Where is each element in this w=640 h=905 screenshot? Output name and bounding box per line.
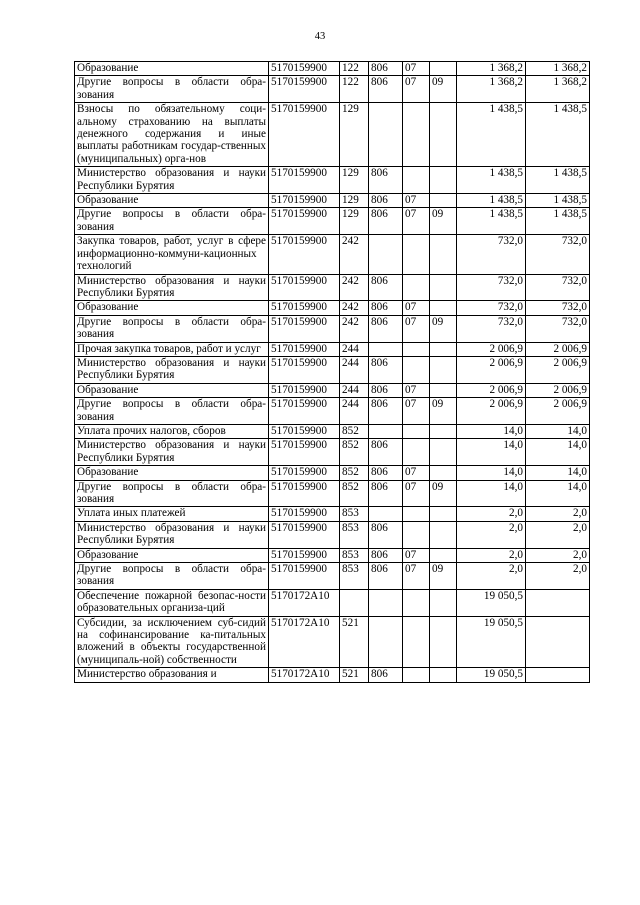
cell-expense-type: 244 — [340, 383, 369, 397]
cell-amount-2: 14,0 — [526, 424, 590, 438]
cell-target-article: 5170159900 — [269, 76, 340, 103]
table-row — [75, 480, 590, 507]
cell-expense-type: 521 — [340, 616, 369, 668]
cell-expense-type: 129 — [340, 208, 369, 235]
cell-amount-2: 2,0 — [526, 548, 590, 562]
cell-expense-type: 242 — [340, 301, 369, 315]
cell-ministry-code: 806 — [369, 315, 403, 342]
cell-name: Образование — [75, 383, 269, 397]
cell-amount-1: 732,0 — [457, 301, 526, 315]
cell-ministry-code — [369, 616, 403, 668]
cell-target-article: 5170159900 — [269, 356, 340, 383]
cell-ministry-code: 806 — [369, 668, 403, 682]
cell-ministry-code: 806 — [369, 274, 403, 301]
cell-amount-1: 19 050,5 — [457, 589, 526, 616]
cell-ministry-code: 806 — [369, 356, 403, 383]
cell-ministry-code: 806 — [369, 301, 403, 315]
cell-subsection — [430, 274, 457, 301]
cell-ministry-code — [369, 103, 403, 167]
cell-name: Закупка товаров, работ, услуг в сфере информационно-коммуни-кационных технологий — [75, 235, 269, 274]
cell-amount-2: 2 006,9 — [526, 383, 590, 397]
table-row — [75, 466, 590, 480]
cell-target-article: 5170159900 — [269, 480, 340, 507]
cell-name: Министерство образования и науки Республики Бурятия — [75, 439, 269, 466]
cell-name: Министерство образования и науки Республики Бурятия — [75, 274, 269, 301]
cell-amount-2: 2 006,9 — [526, 356, 590, 383]
cell-amount-2: 732,0 — [526, 274, 590, 301]
cell-expense-type: 521 — [340, 668, 369, 682]
cell-target-article: 5170159900 — [269, 398, 340, 425]
cell-section — [403, 274, 430, 301]
cell-ministry-code — [369, 507, 403, 521]
cell-amount-2: 732,0 — [526, 315, 590, 342]
cell-target-article: 5170159900 — [269, 466, 340, 480]
cell-target-article: 5170159900 — [269, 342, 340, 356]
table-row — [75, 668, 590, 682]
cell-subsection — [430, 103, 457, 167]
cell-amount-1: 2 006,9 — [457, 398, 526, 425]
cell-section: 07 — [403, 548, 430, 562]
cell-amount-2: 14,0 — [526, 480, 590, 507]
table-row — [75, 616, 590, 668]
cell-ministry-code: 806 — [369, 398, 403, 425]
cell-section: 07 — [403, 76, 430, 103]
cell-name: Образование — [75, 62, 269, 76]
cell-amount-1: 2 006,9 — [457, 342, 526, 356]
cell-ministry-code — [369, 235, 403, 274]
table-row — [75, 301, 590, 315]
cell-amount-1: 14,0 — [457, 480, 526, 507]
cell-amount-1: 14,0 — [457, 424, 526, 438]
cell-section — [403, 589, 430, 616]
table-row — [75, 194, 590, 208]
cell-subsection — [430, 235, 457, 274]
cell-amount-1: 2,0 — [457, 507, 526, 521]
cell-expense-type: 244 — [340, 356, 369, 383]
cell-expense-type: 129 — [340, 103, 369, 167]
cell-section: 07 — [403, 563, 430, 590]
cell-section — [403, 167, 430, 194]
cell-section: 07 — [403, 383, 430, 397]
cell-expense-type: 242 — [340, 315, 369, 342]
cell-amount-1: 2 006,9 — [457, 356, 526, 383]
table-row — [75, 274, 590, 301]
table-row — [75, 356, 590, 383]
cell-amount-1: 732,0 — [457, 315, 526, 342]
table-row — [75, 424, 590, 438]
cell-ministry-code: 806 — [369, 563, 403, 590]
table-row — [75, 398, 590, 425]
cell-section — [403, 521, 430, 548]
cell-section — [403, 235, 430, 274]
cell-name: Министерство образования и науки Республики Бурятия — [75, 521, 269, 548]
cell-expense-type: 129 — [340, 167, 369, 194]
table-row — [75, 235, 590, 274]
cell-expense-type: 852 — [340, 424, 369, 438]
table-row — [75, 439, 590, 466]
cell-amount-2: 2 006,9 — [526, 342, 590, 356]
cell-section: 07 — [403, 194, 430, 208]
cell-ministry-code: 806 — [369, 439, 403, 466]
cell-amount-2: 2 006,9 — [526, 398, 590, 425]
cell-expense-type: 122 — [340, 76, 369, 103]
cell-expense-type: 853 — [340, 563, 369, 590]
cell-expense-type: 129 — [340, 194, 369, 208]
cell-name: Министерство образования и науки Республики Бурятия — [75, 356, 269, 383]
cell-name: Уплата иных платежей — [75, 507, 269, 521]
cell-amount-2: 2,0 — [526, 521, 590, 548]
table-row — [75, 315, 590, 342]
cell-amount-2: 1 438,5 — [526, 194, 590, 208]
cell-subsection — [430, 616, 457, 668]
cell-section — [403, 439, 430, 466]
cell-ministry-code: 806 — [369, 466, 403, 480]
cell-amount-1: 19 050,5 — [457, 616, 526, 668]
cell-expense-type — [340, 589, 369, 616]
cell-expense-type: 853 — [340, 548, 369, 562]
cell-target-article: 5170159900 — [269, 424, 340, 438]
cell-amount-1: 1 438,5 — [457, 194, 526, 208]
cell-amount-2 — [526, 616, 590, 668]
table-row — [75, 589, 590, 616]
cell-subsection — [430, 548, 457, 562]
cell-target-article: 5170159900 — [269, 301, 340, 315]
cell-name: Другие вопросы в области обра-зования — [75, 480, 269, 507]
cell-amount-2: 2,0 — [526, 563, 590, 590]
cell-amount-2: 732,0 — [526, 235, 590, 274]
cell-subsection — [430, 301, 457, 315]
budget-table — [74, 61, 590, 683]
table-row — [75, 507, 590, 521]
cell-subsection: 09 — [430, 563, 457, 590]
cell-subsection: 09 — [430, 76, 457, 103]
cell-ministry-code: 806 — [369, 194, 403, 208]
table-row — [75, 521, 590, 548]
cell-subsection — [430, 62, 457, 76]
cell-target-article: 5170159900 — [269, 274, 340, 301]
cell-expense-type: 242 — [340, 235, 369, 274]
cell-target-article: 5170172А10 — [269, 589, 340, 616]
cell-amount-2: 732,0 — [526, 301, 590, 315]
cell-amount-2: 1 438,5 — [526, 208, 590, 235]
cell-amount-2: 1 368,2 — [526, 62, 590, 76]
cell-target-article: 5170172А10 — [269, 668, 340, 682]
cell-expense-type: 244 — [340, 342, 369, 356]
cell-amount-2: 1 438,5 — [526, 167, 590, 194]
cell-target-article: 5170159900 — [269, 235, 340, 274]
cell-expense-type: 244 — [340, 398, 369, 425]
cell-name: Министерство образования и науки Республики Бурятия — [75, 167, 269, 194]
cell-amount-1: 732,0 — [457, 235, 526, 274]
cell-amount-1: 1 438,5 — [457, 167, 526, 194]
cell-subsection — [430, 439, 457, 466]
cell-section — [403, 507, 430, 521]
cell-name: Уплата прочих налогов, сборов — [75, 424, 269, 438]
table-row — [75, 167, 590, 194]
cell-subsection — [430, 668, 457, 682]
cell-name: Другие вопросы в области обра-зования — [75, 398, 269, 425]
cell-amount-2 — [526, 668, 590, 682]
cell-name: Взносы по обязательному соци-альному страхованию на выплаты денежного содержания и иные выплаты работникам государ-ственных (муниципальных) орга-нов — [75, 103, 269, 167]
page-number: 43 — [314, 31, 326, 42]
cell-amount-1: 1 438,5 — [457, 103, 526, 167]
cell-ministry-code: 806 — [369, 480, 403, 507]
cell-subsection — [430, 167, 457, 194]
cell-name: Образование — [75, 301, 269, 315]
cell-subsection — [430, 466, 457, 480]
cell-section — [403, 668, 430, 682]
cell-expense-type: 853 — [340, 507, 369, 521]
cell-section: 07 — [403, 62, 430, 76]
cell-target-article: 5170159900 — [269, 208, 340, 235]
cell-name: Субсидии, за исключением суб-сидий на софинансирование ка-питальных вложений в объекты государственной (муниципаль-ной) собственности — [75, 616, 269, 668]
cell-expense-type: 122 — [340, 62, 369, 76]
cell-amount-1: 2,0 — [457, 521, 526, 548]
cell-section: 07 — [403, 315, 430, 342]
cell-name: Другие вопросы в области обра-зования — [75, 563, 269, 590]
cell-section — [403, 356, 430, 383]
cell-amount-2: 1 438,5 — [526, 103, 590, 167]
cell-target-article: 5170159900 — [269, 62, 340, 76]
table-row — [75, 103, 590, 167]
table-row — [75, 76, 590, 103]
cell-amount-1: 2,0 — [457, 563, 526, 590]
table-row — [75, 548, 590, 562]
cell-subsection — [430, 589, 457, 616]
cell-target-article: 5170159900 — [269, 507, 340, 521]
cell-target-article: 5170159900 — [269, 315, 340, 342]
cell-target-article: 5170159900 — [269, 521, 340, 548]
cell-name: Другие вопросы в области обра-зования — [75, 76, 269, 103]
cell-subsection: 09 — [430, 480, 457, 507]
cell-subsection — [430, 507, 457, 521]
cell-section — [403, 424, 430, 438]
cell-target-article: 5170159900 — [269, 167, 340, 194]
cell-section: 07 — [403, 208, 430, 235]
cell-name: Образование — [75, 466, 269, 480]
cell-ministry-code: 806 — [369, 167, 403, 194]
cell-name: Другие вопросы в области обра-зования — [75, 315, 269, 342]
cell-target-article: 5170159900 — [269, 383, 340, 397]
cell-expense-type: 852 — [340, 466, 369, 480]
cell-section: 07 — [403, 466, 430, 480]
cell-target-article: 5170159900 — [269, 103, 340, 167]
cell-subsection: 09 — [430, 398, 457, 425]
cell-expense-type: 242 — [340, 274, 369, 301]
cell-amount-2: 14,0 — [526, 466, 590, 480]
cell-ministry-code — [369, 424, 403, 438]
cell-subsection — [430, 424, 457, 438]
cell-amount-2: 14,0 — [526, 439, 590, 466]
cell-section: 07 — [403, 480, 430, 507]
cell-ministry-code: 806 — [369, 383, 403, 397]
table-row — [75, 208, 590, 235]
cell-name: Прочая закупка товаров, работ и услуг — [75, 342, 269, 356]
cell-ministry-code: 806 — [369, 62, 403, 76]
cell-amount-1: 19 050,5 — [457, 668, 526, 682]
cell-amount-1: 1 438,5 — [457, 208, 526, 235]
cell-target-article: 5170159900 — [269, 548, 340, 562]
cell-expense-type: 852 — [340, 439, 369, 466]
cell-amount-2: 1 368,2 — [526, 76, 590, 103]
cell-amount-2: 2,0 — [526, 507, 590, 521]
cell-subsection: 09 — [430, 208, 457, 235]
cell-ministry-code: 806 — [369, 208, 403, 235]
cell-expense-type: 852 — [340, 480, 369, 507]
cell-name: Министерство образования и — [75, 668, 269, 682]
cell-section — [403, 342, 430, 356]
table-row — [75, 62, 590, 76]
cell-target-article: 5170172А10 — [269, 616, 340, 668]
cell-name: Образование — [75, 548, 269, 562]
cell-subsection — [430, 521, 457, 548]
table-row — [75, 342, 590, 356]
table-body — [75, 62, 590, 683]
cell-subsection — [430, 356, 457, 383]
cell-section: 07 — [403, 398, 430, 425]
cell-section: 07 — [403, 301, 430, 315]
cell-subsection — [430, 342, 457, 356]
cell-target-article: 5170159900 — [269, 563, 340, 590]
table-row — [75, 383, 590, 397]
cell-amount-1: 14,0 — [457, 439, 526, 466]
cell-expense-type: 853 — [340, 521, 369, 548]
cell-ministry-code — [369, 589, 403, 616]
cell-ministry-code: 806 — [369, 76, 403, 103]
cell-amount-1: 14,0 — [457, 466, 526, 480]
cell-ministry-code: 806 — [369, 548, 403, 562]
cell-amount-1: 2 006,9 — [457, 383, 526, 397]
cell-target-article: 5170159900 — [269, 439, 340, 466]
cell-ministry-code — [369, 342, 403, 356]
cell-amount-1: 2,0 — [457, 548, 526, 562]
cell-target-article: 5170159900 — [269, 194, 340, 208]
cell-amount-2 — [526, 589, 590, 616]
table-row — [75, 563, 590, 590]
cell-ministry-code: 806 — [369, 521, 403, 548]
cell-subsection: 09 — [430, 315, 457, 342]
cell-section — [403, 616, 430, 668]
cell-subsection — [430, 194, 457, 208]
cell-name: Другие вопросы в области обра-зования — [75, 208, 269, 235]
cell-amount-1: 732,0 — [457, 274, 526, 301]
cell-section — [403, 103, 430, 167]
cell-subsection — [430, 383, 457, 397]
cell-name: Обеспечение пожарной безопас-ности образовательных организа-ций — [75, 589, 269, 616]
cell-amount-1: 1 368,2 — [457, 76, 526, 103]
cell-name: Образование — [75, 194, 269, 208]
cell-amount-1: 1 368,2 — [457, 62, 526, 76]
